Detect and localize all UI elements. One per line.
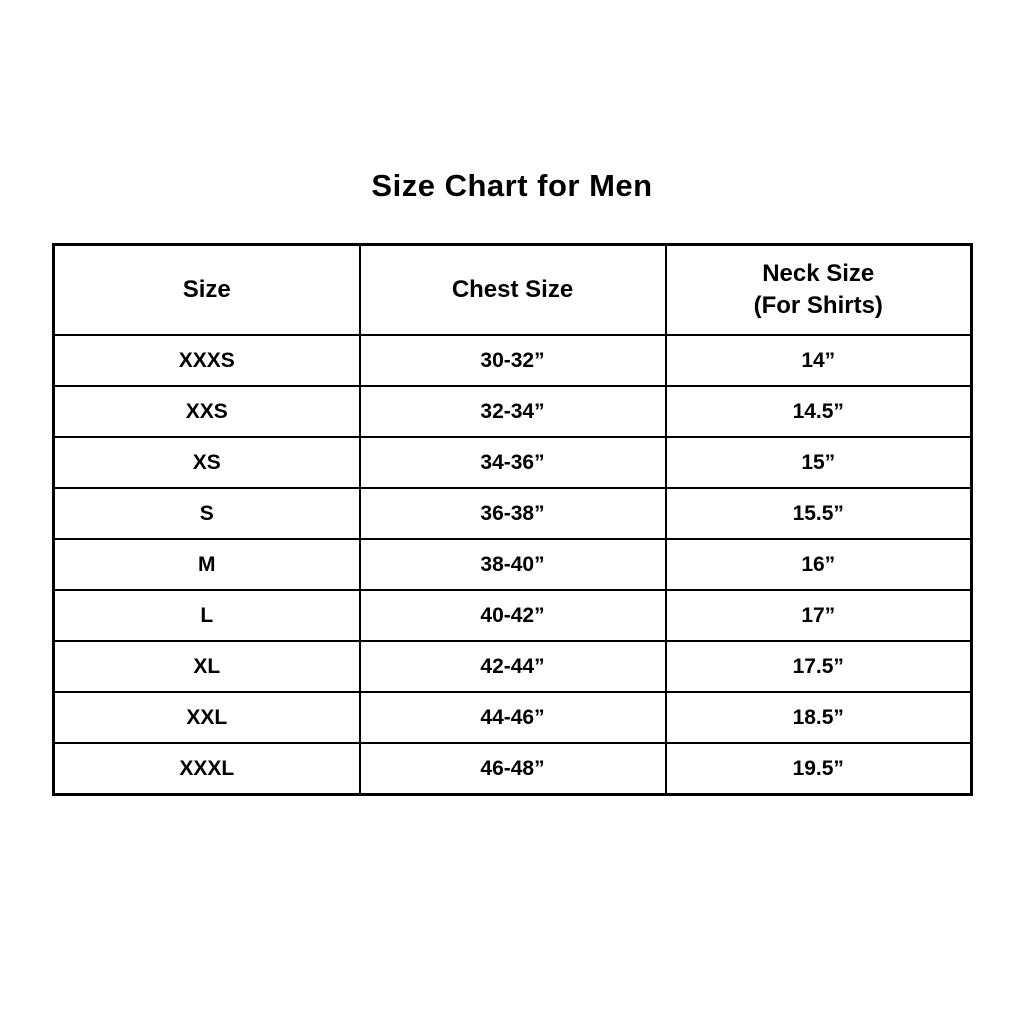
table-row-xs xyxy=(54,437,972,488)
neck-size-cell: 16” xyxy=(666,539,972,590)
chest-size-cell: 40-42” xyxy=(360,590,666,641)
neck-size-cell: 18.5” xyxy=(666,692,972,743)
column-header-chest-size xyxy=(360,245,666,336)
column-header-size xyxy=(54,245,360,336)
column-header-neck-size-sublabel: (For Shirts) xyxy=(753,292,883,319)
size-cell: S xyxy=(54,488,360,539)
header-row xyxy=(54,245,972,336)
size-cell: XXXS xyxy=(54,335,360,386)
size-cell: XS xyxy=(54,437,360,488)
neck-size-cell: 19.5” xyxy=(666,743,972,795)
chest-size-cell: 36-38” xyxy=(360,488,666,539)
size-cell: M xyxy=(54,539,360,590)
size-chart-table xyxy=(52,243,973,796)
size-cell: XXS xyxy=(54,386,360,437)
chest-size-cell: 32-34” xyxy=(360,386,666,437)
chest-size-cell: 38-40” xyxy=(360,539,666,590)
table-row-xxl xyxy=(54,692,972,743)
neck-size-cell: 14” xyxy=(666,335,972,386)
neck-size-cell: 15.5” xyxy=(666,488,972,539)
table-header xyxy=(54,245,972,336)
table-row-xxs xyxy=(54,386,972,437)
column-header-neck-size xyxy=(666,245,972,336)
chest-size-cell: 46-48” xyxy=(360,743,666,795)
neck-size-cell: 14.5” xyxy=(666,386,972,437)
size-cell: XL xyxy=(54,641,360,692)
table-row-s xyxy=(54,488,972,539)
table-row-xxxl xyxy=(54,743,972,795)
chest-size-cell: 44-46” xyxy=(360,692,666,743)
neck-size-cell: 17.5” xyxy=(666,641,972,692)
column-header-neck-size-label: Neck Size xyxy=(762,260,875,287)
neck-size-cell: 15” xyxy=(666,437,972,488)
table-row-xxxs xyxy=(54,335,972,386)
column-header-size-label: Size xyxy=(182,276,231,303)
table-row-l xyxy=(54,590,972,641)
chest-size-cell: 34-36” xyxy=(360,437,666,488)
size-cell: L xyxy=(54,590,360,641)
size-cell: XXXL xyxy=(54,743,360,795)
size-cell: XXL xyxy=(54,692,360,743)
column-header-chest-size-label: Chest Size xyxy=(451,276,574,303)
table-row-m xyxy=(54,539,972,590)
neck-size-cell: 17” xyxy=(666,590,972,641)
table-body xyxy=(54,335,972,795)
chest-size-cell: 30-32” xyxy=(360,335,666,386)
page-title: Size Chart for Men xyxy=(371,168,653,203)
table-row-xl xyxy=(54,641,972,692)
chest-size-cell: 42-44” xyxy=(360,641,666,692)
